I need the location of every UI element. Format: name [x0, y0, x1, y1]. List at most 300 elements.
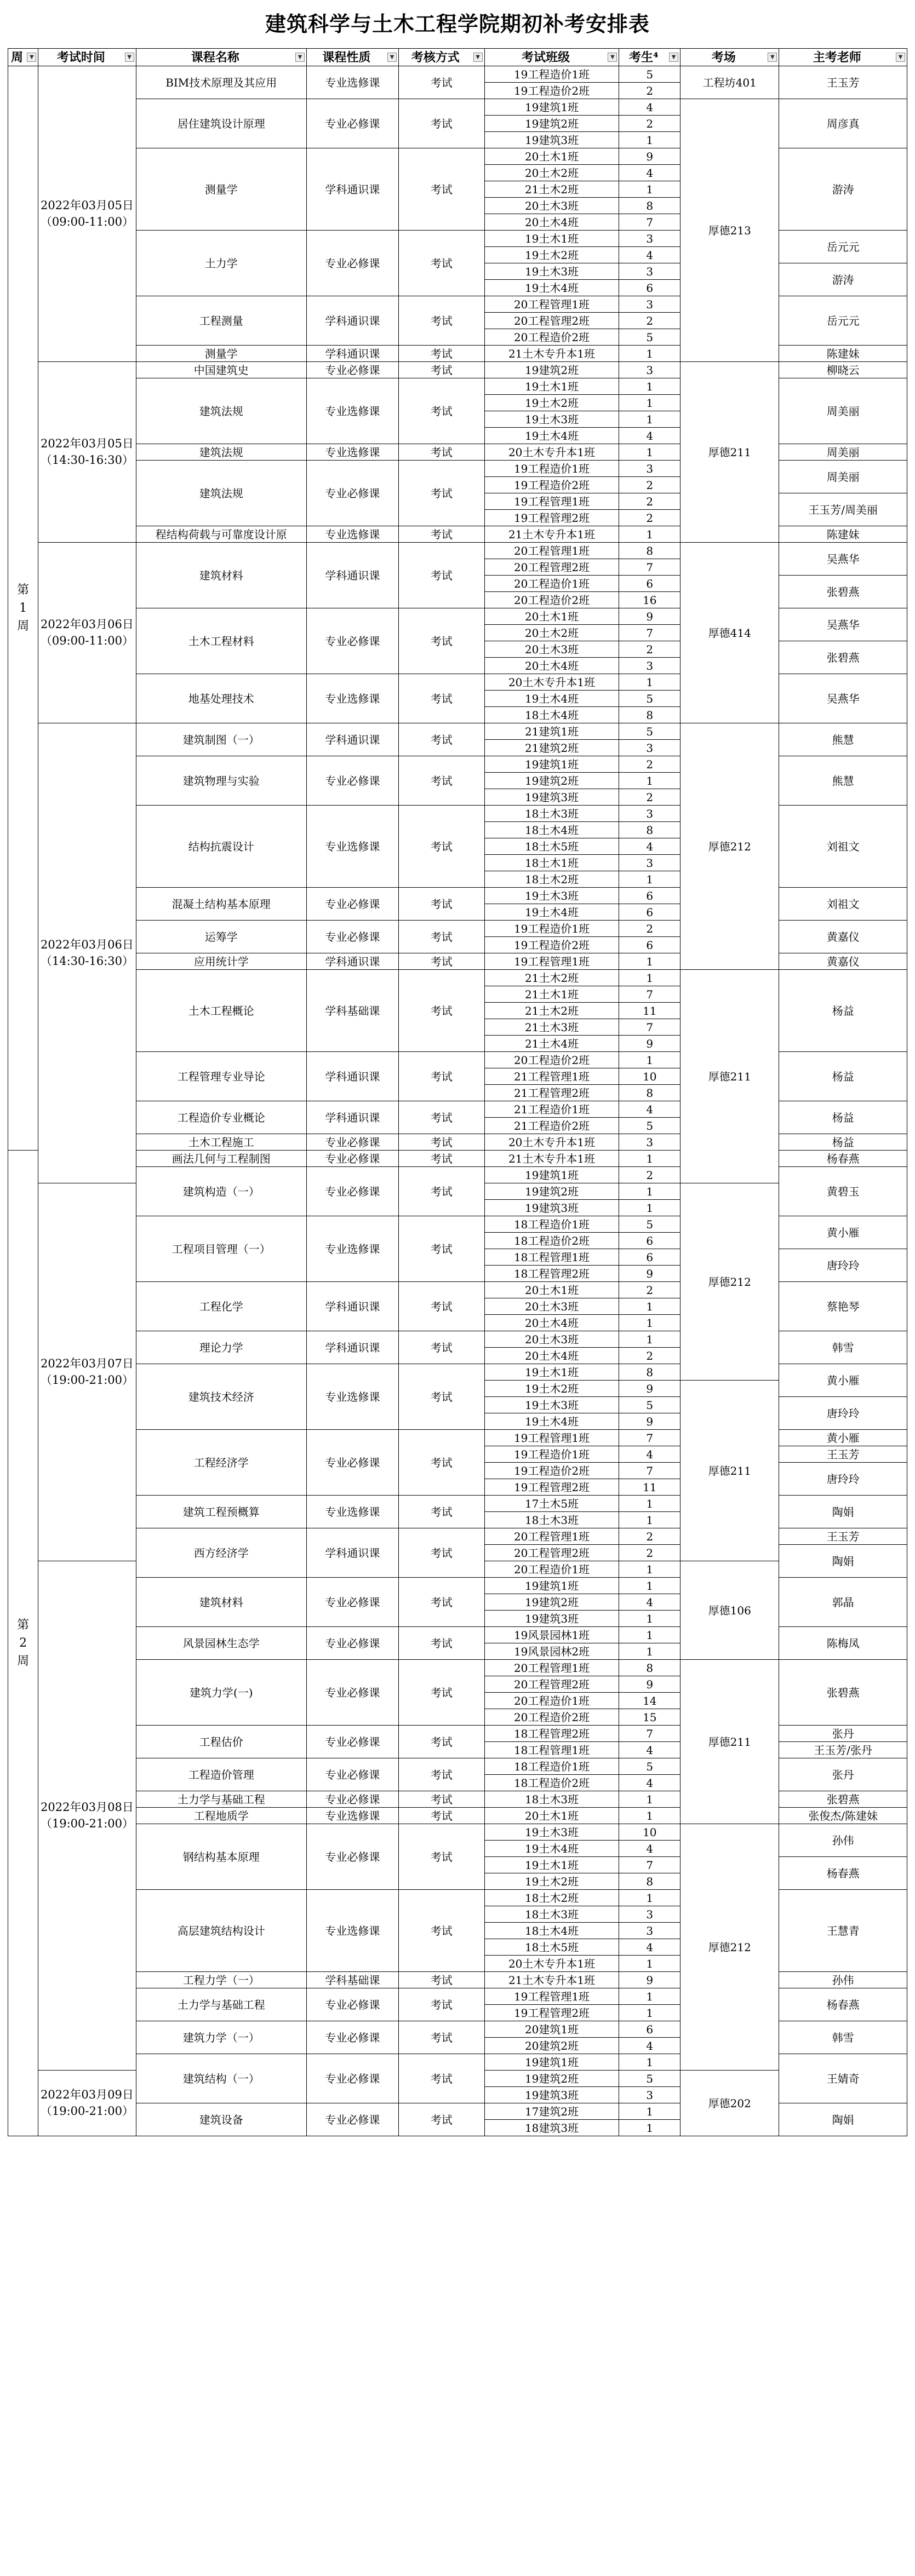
exam-class-cell[interactable]: 19土木3班 [484, 1824, 619, 1841]
course-name-cell[interactable]: 测量学 [136, 346, 306, 362]
student-count-cell[interactable]: 1 [619, 411, 680, 428]
course-name-cell[interactable]: 建筑力学（一） [136, 2021, 306, 2054]
student-count-cell[interactable]: 1 [619, 132, 680, 148]
column-header-chief-examiner[interactable] [779, 49, 907, 66]
exam-class-cell[interactable]: 19土木4班 [484, 691, 619, 707]
dropdown-arrow-icon[interactable]: ▼ [669, 53, 678, 62]
exam-class-cell[interactable]: 17土木5班 [484, 1496, 619, 1512]
exam-class-cell[interactable]: 19工程管理1班 [484, 493, 619, 510]
exam-room-cell[interactable]: 厚德211 [680, 362, 779, 543]
exam-class-cell[interactable]: 18土木1班 [484, 855, 619, 871]
student-count-cell[interactable]: 2 [619, 1282, 680, 1298]
exam-class-cell[interactable]: 18土木4班 [484, 707, 619, 723]
course-nature-cell[interactable]: 专业必修课 [306, 1791, 398, 1808]
exam-time-cell[interactable]: 2022年03月05日 （14:30-16:30） [38, 362, 136, 543]
chief-examiner-cell[interactable]: 陈建妹 [779, 346, 907, 362]
chief-examiner-cell[interactable]: 张俊杰/陈建妹 [779, 1808, 907, 1824]
assessment-method-cell[interactable]: 考试 [398, 1808, 484, 1824]
exam-class-cell[interactable]: 19建筑2班 [484, 1594, 619, 1611]
chief-examiner-cell[interactable]: 王婧奇 [779, 2054, 907, 2103]
assessment-method-cell[interactable]: 考试 [398, 1167, 484, 1216]
chief-examiner-cell[interactable]: 杨益 [779, 1101, 907, 1134]
exam-time-cell[interactable]: 2022年03月06日 （14:30-16:30） [38, 723, 136, 1183]
course-nature-cell[interactable]: 专业必修课 [306, 756, 398, 806]
assessment-method-cell[interactable]: 考试 [398, 2021, 484, 2054]
exam-class-cell[interactable]: 20工程管理1班 [484, 543, 619, 559]
exam-class-cell[interactable]: 19土木4班 [484, 1841, 619, 1857]
dropdown-arrow-icon[interactable]: ▼ [768, 53, 777, 62]
student-count-cell[interactable]: 10 [619, 1824, 680, 1841]
exam-room-cell[interactable]: 厚德414 [680, 543, 779, 723]
student-count-cell[interactable]: 1 [619, 773, 680, 789]
chief-examiner-cell[interactable]: 黄碧玉 [779, 1167, 907, 1216]
column-header-course-nature[interactable] [306, 49, 398, 66]
student-count-cell[interactable]: 7 [619, 1019, 680, 1036]
exam-room-cell[interactable]: 厚德213 [680, 99, 779, 362]
exam-room-cell[interactable]: 厚德211 [680, 970, 779, 1183]
student-count-cell[interactable]: 1 [619, 1561, 680, 1578]
assessment-method-cell[interactable]: 考试 [398, 1791, 484, 1808]
exam-class-cell[interactable]: 19工程造价1班 [484, 66, 619, 83]
student-count-cell[interactable]: 9 [619, 1972, 680, 1988]
chief-examiner-cell[interactable]: 唐玲玲 [779, 1249, 907, 1282]
student-count-cell[interactable]: 9 [619, 1381, 680, 1397]
exam-room-cell[interactable]: 工程坊401 [680, 66, 779, 99]
exam-class-cell[interactable]: 17建筑2班 [484, 2103, 619, 2120]
student-count-cell[interactable]: 1 [619, 1791, 680, 1808]
course-name-cell[interactable]: 理论力学 [136, 1331, 306, 1364]
exam-class-cell[interactable]: 19土木2班 [484, 247, 619, 263]
student-count-cell[interactable]: 7 [619, 559, 680, 576]
course-nature-cell[interactable]: 专业必修课 [306, 1726, 398, 1758]
exam-class-cell[interactable]: 21建筑2班 [484, 740, 619, 756]
student-count-cell[interactable]: 1 [619, 1496, 680, 1512]
chief-examiner-cell[interactable]: 杨春燕 [779, 1857, 907, 1890]
course-nature-cell[interactable]: 专业必修课 [306, 2021, 398, 2054]
exam-class-cell[interactable]: 18土木2班 [484, 1890, 619, 1906]
exam-class-cell[interactable]: 21工程管理2班 [484, 1085, 619, 1101]
exam-class-cell[interactable]: 20土木专升本1班 [484, 1134, 619, 1151]
assessment-method-cell[interactable]: 考试 [398, 346, 484, 362]
course-nature-cell[interactable]: 学科通识课 [306, 723, 398, 756]
student-count-cell[interactable]: 5 [619, 66, 680, 83]
course-nature-cell[interactable]: 学科通识课 [306, 1528, 398, 1578]
student-count-cell[interactable]: 3 [619, 740, 680, 756]
chief-examiner-cell[interactable]: 柳晓云 [779, 362, 907, 378]
exam-class-cell[interactable]: 20土木3班 [484, 1298, 619, 1315]
assessment-method-cell[interactable]: 考试 [398, 1528, 484, 1578]
chief-examiner-cell[interactable]: 吴燕华 [779, 674, 907, 723]
exam-class-cell[interactable]: 19土木3班 [484, 411, 619, 428]
exam-class-cell[interactable]: 19土木2班 [484, 1381, 619, 1397]
course-name-cell[interactable]: 建筑制图（一） [136, 723, 306, 756]
student-count-cell[interactable]: 1 [619, 2103, 680, 2120]
exam-class-cell[interactable]: 18工程造价2班 [484, 1775, 619, 1791]
student-count-cell[interactable]: 1 [619, 395, 680, 411]
assessment-method-cell[interactable]: 考试 [398, 526, 484, 543]
student-count-cell[interactable]: 6 [619, 280, 680, 296]
exam-class-cell[interactable]: 19土木1班 [484, 378, 619, 395]
course-name-cell[interactable]: 建筑法规 [136, 444, 306, 461]
exam-class-cell[interactable]: 21土木2班 [484, 181, 619, 198]
exam-class-cell[interactable]: 19建筑3班 [484, 2087, 619, 2103]
exam-class-cell[interactable]: 19土木3班 [484, 1397, 619, 1413]
assessment-method-cell[interactable]: 考试 [398, 1151, 484, 1167]
exam-class-cell[interactable]: 21工程管理1班 [484, 1068, 619, 1085]
student-count-cell[interactable]: 4 [619, 1594, 680, 1611]
chief-examiner-cell[interactable]: 王玉芳/周美丽 [779, 493, 907, 526]
course-name-cell[interactable]: 工程管理专业导论 [136, 1052, 306, 1101]
course-name-cell[interactable]: 画法几何与工程制图 [136, 1151, 306, 1167]
assessment-method-cell[interactable]: 考试 [398, 1726, 484, 1758]
course-name-cell[interactable]: 风景园林生态学 [136, 1627, 306, 1660]
student-count-cell[interactable]: 2 [619, 756, 680, 773]
student-count-cell[interactable]: 1 [619, 1052, 680, 1068]
course-nature-cell[interactable]: 专业必修课 [306, 888, 398, 921]
exam-class-cell[interactable]: 20工程管理2班 [484, 1545, 619, 1561]
course-name-cell[interactable]: 居住建筑设计原理 [136, 99, 306, 148]
assessment-method-cell[interactable]: 考试 [398, 756, 484, 806]
dropdown-arrow-icon[interactable]: ▼ [27, 53, 36, 62]
student-count-cell[interactable]: 11 [619, 1003, 680, 1019]
exam-class-cell[interactable]: 19建筑2班 [484, 2071, 619, 2087]
exam-class-cell[interactable]: 18工程管理2班 [484, 1266, 619, 1282]
exam-class-cell[interactable]: 18土木5班 [484, 1939, 619, 1956]
course-name-cell[interactable]: 建筑构造（一） [136, 1167, 306, 1216]
exam-class-cell[interactable]: 20工程管理2班 [484, 559, 619, 576]
course-nature-cell[interactable]: 专业选修课 [306, 1496, 398, 1528]
exam-class-cell[interactable]: 20土木1班 [484, 608, 619, 625]
dropdown-arrow-icon[interactable]: ▼ [608, 53, 617, 62]
exam-class-cell[interactable]: 19建筑1班 [484, 756, 619, 773]
course-nature-cell[interactable]: 专业必修课 [306, 1578, 398, 1627]
student-count-cell[interactable]: 1 [619, 1890, 680, 1906]
chief-examiner-cell[interactable]: 熊慧 [779, 723, 907, 756]
student-count-cell[interactable]: 9 [619, 148, 680, 165]
exam-class-cell[interactable]: 18土木3班 [484, 1906, 619, 1923]
exam-class-cell[interactable]: 20土木1班 [484, 148, 619, 165]
student-count-cell[interactable]: 3 [619, 362, 680, 378]
chief-examiner-cell[interactable]: 杨益 [779, 1134, 907, 1151]
chief-examiner-cell[interactable]: 王玉芳 [779, 66, 907, 99]
week-cell[interactable]: 第 1 周 [8, 66, 38, 1151]
chief-examiner-cell[interactable]: 周美丽 [779, 378, 907, 444]
chief-examiner-cell[interactable]: 陶娟 [779, 1496, 907, 1528]
course-name-cell[interactable]: 建筑物理与实验 [136, 756, 306, 806]
exam-class-cell[interactable]: 19土木4班 [484, 428, 619, 444]
assessment-method-cell[interactable]: 考试 [398, 296, 484, 346]
exam-class-cell[interactable]: 20工程管理1班 [484, 296, 619, 313]
student-count-cell[interactable]: 5 [619, 1758, 680, 1775]
student-count-cell[interactable]: 4 [619, 1841, 680, 1857]
course-nature-cell[interactable]: 专业选修课 [306, 1808, 398, 1824]
week-cell[interactable]: 第 2 周 [8, 1151, 38, 2136]
student-count-cell[interactable]: 1 [619, 1183, 680, 1200]
assessment-method-cell[interactable]: 考试 [398, 1052, 484, 1101]
course-name-cell[interactable]: 工程估价 [136, 1726, 306, 1758]
assessment-method-cell[interactable]: 考试 [398, 674, 484, 723]
exam-room-cell[interactable]: 厚德212 [680, 723, 779, 970]
exam-class-cell[interactable]: 21土木1班 [484, 986, 619, 1003]
student-count-cell[interactable]: 4 [619, 1742, 680, 1758]
course-name-cell[interactable]: 工程经济学 [136, 1430, 306, 1496]
exam-class-cell[interactable]: 20土木4班 [484, 658, 619, 674]
exam-class-cell[interactable]: 20土木2班 [484, 165, 619, 181]
student-count-cell[interactable]: 5 [619, 1216, 680, 1233]
student-count-cell[interactable]: 3 [619, 461, 680, 477]
assessment-method-cell[interactable]: 考试 [398, 99, 484, 148]
assessment-method-cell[interactable]: 考试 [398, 231, 484, 296]
chief-examiner-cell[interactable]: 张碧燕 [779, 1660, 907, 1726]
exam-class-cell[interactable]: 19工程造价2班 [484, 83, 619, 99]
exam-class-cell[interactable]: 20土木2班 [484, 625, 619, 641]
assessment-method-cell[interactable]: 考试 [398, 461, 484, 526]
student-count-cell[interactable]: 2 [619, 921, 680, 937]
student-count-cell[interactable]: 6 [619, 888, 680, 904]
assessment-method-cell[interactable]: 考试 [398, 1972, 484, 1988]
student-count-cell[interactable]: 3 [619, 296, 680, 313]
dropdown-arrow-icon[interactable]: ▼ [387, 53, 397, 62]
chief-examiner-cell[interactable]: 唐玲玲 [779, 1463, 907, 1496]
student-count-cell[interactable]: 1 [619, 1151, 680, 1167]
student-count-cell[interactable]: 2 [619, 1167, 680, 1183]
student-count-cell[interactable]: 2 [619, 116, 680, 132]
assessment-method-cell[interactable]: 考试 [398, 1627, 484, 1660]
chief-examiner-cell[interactable]: 杨益 [779, 970, 907, 1052]
exam-class-cell[interactable]: 20工程管理1班 [484, 1528, 619, 1545]
student-count-cell[interactable]: 1 [619, 2005, 680, 2021]
student-count-cell[interactable]: 1 [619, 1643, 680, 1660]
student-count-cell[interactable]: 5 [619, 1118, 680, 1134]
exam-time-cell[interactable]: 2022年03月08日 （19:00-21:00） [38, 1561, 136, 2071]
chief-examiner-cell[interactable]: 孙伟 [779, 1824, 907, 1857]
student-count-cell[interactable]: 7 [619, 1463, 680, 1479]
chief-examiner-cell[interactable]: 韩雪 [779, 1331, 907, 1364]
exam-class-cell[interactable]: 20建筑2班 [484, 2038, 619, 2054]
student-count-cell[interactable]: 3 [619, 1906, 680, 1923]
assessment-method-cell[interactable]: 考试 [398, 2054, 484, 2103]
exam-class-cell[interactable]: 20工程管理2班 [484, 313, 619, 329]
assessment-method-cell[interactable]: 考试 [398, 1988, 484, 2021]
student-count-cell[interactable]: 9 [619, 608, 680, 625]
student-count-cell[interactable]: 1 [619, 1331, 680, 1348]
exam-class-cell[interactable]: 21土木2班 [484, 1003, 619, 1019]
student-count-cell[interactable]: 3 [619, 806, 680, 822]
course-name-cell[interactable]: 中国建筑史 [136, 362, 306, 378]
student-count-cell[interactable]: 15 [619, 1709, 680, 1726]
student-count-cell[interactable]: 9 [619, 1676, 680, 1693]
exam-class-cell[interactable]: 20工程造价1班 [484, 1561, 619, 1578]
exam-class-cell[interactable]: 18工程管理2班 [484, 1726, 619, 1742]
exam-class-cell[interactable]: 18工程造价1班 [484, 1216, 619, 1233]
student-count-cell[interactable]: 5 [619, 691, 680, 707]
course-name-cell[interactable]: 结构抗震设计 [136, 806, 306, 888]
column-header-exam-class[interactable] [484, 49, 619, 66]
student-count-cell[interactable]: 1 [619, 1578, 680, 1594]
student-count-cell[interactable]: 2 [619, 83, 680, 99]
chief-examiner-cell[interactable]: 刘祖文 [779, 888, 907, 921]
student-count-cell[interactable]: 1 [619, 674, 680, 691]
course-name-cell[interactable]: 工程地质学 [136, 1808, 306, 1824]
student-count-cell[interactable]: 1 [619, 1200, 680, 1216]
course-name-cell[interactable]: 混凝土结构基本原理 [136, 888, 306, 921]
assessment-method-cell[interactable]: 考试 [398, 1331, 484, 1364]
assessment-method-cell[interactable]: 考试 [398, 1134, 484, 1151]
course-name-cell[interactable]: 钢结构基本原理 [136, 1824, 306, 1890]
exam-class-cell[interactable]: 19土木4班 [484, 280, 619, 296]
chief-examiner-cell[interactable]: 蔡艳琴 [779, 1282, 907, 1331]
course-name-cell[interactable]: 地基处理技术 [136, 674, 306, 723]
assessment-method-cell[interactable]: 考试 [398, 806, 484, 888]
course-name-cell[interactable]: BIM技术原理及其应用 [136, 66, 306, 99]
course-nature-cell[interactable]: 学科通识课 [306, 1052, 398, 1101]
dropdown-arrow-icon[interactable]: ▼ [896, 53, 905, 62]
student-count-cell[interactable]: 5 [619, 2071, 680, 2087]
student-count-cell[interactable]: 5 [619, 723, 680, 740]
exam-class-cell[interactable]: 19建筑1班 [484, 99, 619, 116]
chief-examiner-cell[interactable]: 游涛 [779, 263, 907, 296]
student-count-cell[interactable]: 3 [619, 855, 680, 871]
assessment-method-cell[interactable]: 考试 [398, 953, 484, 970]
exam-class-cell[interactable]: 19建筑3班 [484, 789, 619, 806]
assessment-method-cell[interactable]: 考试 [398, 1660, 484, 1726]
exam-class-cell[interactable]: 21土木专升本1班 [484, 1151, 619, 1167]
student-count-cell[interactable]: 5 [619, 1397, 680, 1413]
course-nature-cell[interactable]: 专业必修课 [306, 1824, 398, 1890]
chief-examiner-cell[interactable]: 杨春燕 [779, 1988, 907, 2021]
student-count-cell[interactable]: 1 [619, 1988, 680, 2005]
course-name-cell[interactable]: 土力学与基础工程 [136, 1988, 306, 2021]
assessment-method-cell[interactable]: 考试 [398, 888, 484, 921]
student-count-cell[interactable]: 1 [619, 181, 680, 198]
student-count-cell[interactable]: 6 [619, 904, 680, 921]
chief-examiner-cell[interactable]: 韩雪 [779, 2021, 907, 2054]
assessment-method-cell[interactable]: 考试 [398, 1364, 484, 1430]
student-count-cell[interactable]: 2 [619, 313, 680, 329]
course-name-cell[interactable]: 工程项目管理（一） [136, 1216, 306, 1282]
assessment-method-cell[interactable]: 考试 [398, 444, 484, 461]
student-count-cell[interactable]: 4 [619, 1939, 680, 1956]
student-count-cell[interactable]: 4 [619, 99, 680, 116]
course-nature-cell[interactable]: 专业必修课 [306, 231, 398, 296]
course-name-cell[interactable]: 工程测量 [136, 296, 306, 346]
student-count-cell[interactable]: 7 [619, 1857, 680, 1873]
exam-class-cell[interactable]: 21土木4班 [484, 1036, 619, 1052]
course-name-cell[interactable]: 高层建筑结构设计 [136, 1890, 306, 1972]
student-count-cell[interactable]: 7 [619, 625, 680, 641]
student-count-cell[interactable]: 9 [619, 1413, 680, 1430]
course-nature-cell[interactable]: 专业必修课 [306, 1627, 398, 1660]
student-count-cell[interactable]: 1 [619, 1611, 680, 1627]
exam-class-cell[interactable]: 21土木专升本1班 [484, 346, 619, 362]
student-count-cell[interactable]: 3 [619, 263, 680, 280]
exam-class-cell[interactable]: 19建筑2班 [484, 362, 619, 378]
student-count-cell[interactable]: 4 [619, 1775, 680, 1791]
exam-class-cell[interactable]: 18工程造价1班 [484, 1758, 619, 1775]
exam-class-cell[interactable]: 20工程造价2班 [484, 1052, 619, 1068]
exam-class-cell[interactable]: 19风景园林2班 [484, 1643, 619, 1660]
assessment-method-cell[interactable]: 考试 [398, 1824, 484, 1890]
exam-class-cell[interactable]: 19工程管理2班 [484, 510, 619, 526]
course-nature-cell[interactable]: 专业必修课 [306, 1988, 398, 2021]
assessment-method-cell[interactable]: 考试 [398, 1496, 484, 1528]
exam-class-cell[interactable]: 19建筑2班 [484, 1183, 619, 1200]
course-name-cell[interactable]: 建筑结构（一） [136, 2054, 306, 2103]
exam-room-cell[interactable]: 厚德202 [680, 2071, 779, 2136]
student-count-cell[interactable]: 11 [619, 1479, 680, 1496]
exam-class-cell[interactable]: 20工程造价1班 [484, 576, 619, 592]
student-count-cell[interactable]: 7 [619, 986, 680, 1003]
exam-class-cell[interactable]: 18建筑3班 [484, 2120, 619, 2136]
chief-examiner-cell[interactable]: 陶娟 [779, 1545, 907, 1578]
chief-examiner-cell[interactable]: 杨春燕 [779, 1151, 907, 1167]
exam-class-cell[interactable]: 19建筑1班 [484, 1578, 619, 1594]
exam-class-cell[interactable]: 20土木4班 [484, 214, 619, 231]
course-name-cell[interactable]: 工程力学（一） [136, 1972, 306, 1988]
chief-examiner-cell[interactable]: 陶娟 [779, 2103, 907, 2136]
exam-class-cell[interactable]: 19工程管理1班 [484, 953, 619, 970]
student-count-cell[interactable]: 2 [619, 1348, 680, 1364]
exam-class-cell[interactable]: 20土木1班 [484, 1282, 619, 1298]
course-name-cell[interactable]: 建筑工程预概算 [136, 1496, 306, 1528]
column-header-exam-room[interactable] [680, 49, 779, 66]
course-name-cell[interactable]: 工程造价专业概论 [136, 1101, 306, 1134]
exam-class-cell[interactable]: 19工程造价1班 [484, 921, 619, 937]
chief-examiner-cell[interactable]: 黄小雁 [779, 1364, 907, 1397]
course-nature-cell[interactable]: 专业必修课 [306, 1167, 398, 1216]
exam-class-cell[interactable]: 21工程造价2班 [484, 1118, 619, 1134]
student-count-cell[interactable]: 1 [619, 1956, 680, 1972]
course-nature-cell[interactable]: 专业必修课 [306, 461, 398, 526]
chief-examiner-cell[interactable]: 熊慧 [779, 756, 907, 806]
student-count-cell[interactable]: 4 [619, 247, 680, 263]
assessment-method-cell[interactable]: 考试 [398, 1101, 484, 1134]
student-count-cell[interactable]: 8 [619, 198, 680, 214]
course-nature-cell[interactable]: 学科通识课 [306, 543, 398, 608]
assessment-method-cell[interactable]: 考试 [398, 66, 484, 99]
student-count-cell[interactable]: 3 [619, 2087, 680, 2103]
course-name-cell[interactable]: 工程造价管理 [136, 1758, 306, 1791]
exam-class-cell[interactable]: 20工程管理2班 [484, 1676, 619, 1693]
exam-class-cell[interactable]: 21建筑1班 [484, 723, 619, 740]
student-count-cell[interactable]: 3 [619, 1923, 680, 1939]
course-nature-cell[interactable]: 专业必修课 [306, 2103, 398, 2136]
student-count-cell[interactable]: 6 [619, 1233, 680, 1249]
chief-examiner-cell[interactable]: 岳元元 [779, 296, 907, 346]
course-nature-cell[interactable]: 学科基础课 [306, 970, 398, 1052]
exam-class-cell[interactable]: 18工程管理1班 [484, 1249, 619, 1266]
chief-examiner-cell[interactable]: 岳元元 [779, 231, 907, 263]
assessment-method-cell[interactable]: 考试 [398, 1430, 484, 1496]
chief-examiner-cell[interactable]: 王玉芳 [779, 1446, 907, 1463]
course-name-cell[interactable]: 土木工程概论 [136, 970, 306, 1052]
student-count-cell[interactable]: 3 [619, 231, 680, 247]
course-nature-cell[interactable]: 专业选修课 [306, 1364, 398, 1430]
column-header-student-count[interactable] [619, 49, 680, 66]
course-nature-cell[interactable]: 学科通识课 [306, 1282, 398, 1331]
student-count-cell[interactable]: 8 [619, 1364, 680, 1381]
chief-examiner-cell[interactable]: 张碧燕 [779, 641, 907, 674]
chief-examiner-cell[interactable]: 孙伟 [779, 1972, 907, 1988]
course-name-cell[interactable]: 工程化学 [136, 1282, 306, 1331]
exam-class-cell[interactable]: 19工程管理1班 [484, 1988, 619, 2005]
exam-class-cell[interactable]: 19工程造价2班 [484, 1463, 619, 1479]
exam-room-cell[interactable]: 厚德212 [680, 1824, 779, 2071]
student-count-cell[interactable]: 2 [619, 510, 680, 526]
assessment-method-cell[interactable]: 考试 [398, 608, 484, 674]
student-count-cell[interactable]: 14 [619, 1693, 680, 1709]
exam-class-cell[interactable]: 20工程造价1班 [484, 1693, 619, 1709]
